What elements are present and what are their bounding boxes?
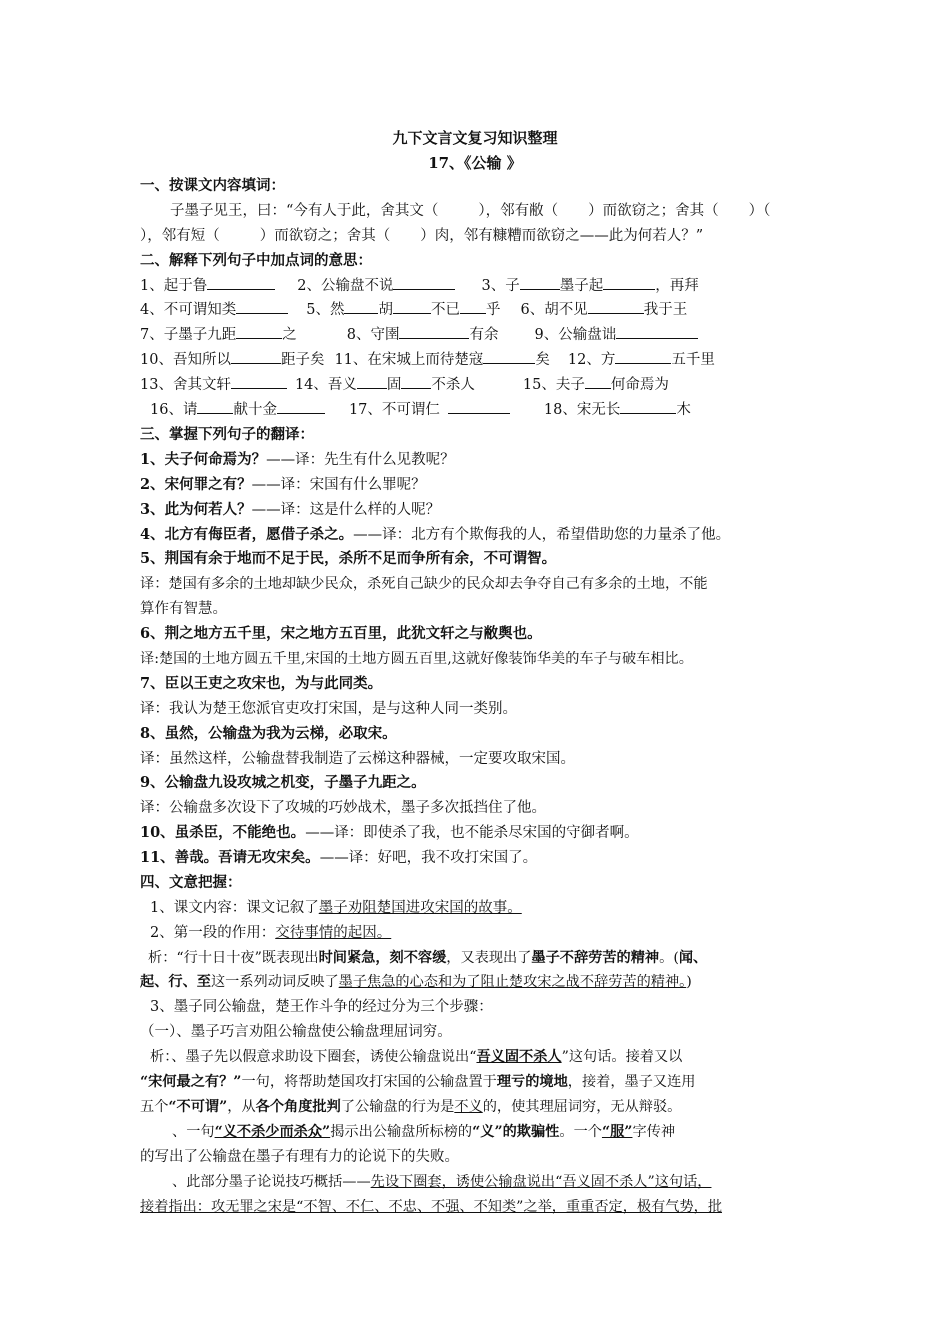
answer-blank[interactable]: [603, 275, 655, 290]
answer-blank[interactable]: [616, 324, 698, 339]
translation-item-9-source: 9、公输盘九设攻城之机变，子墨子九距之。: [140, 774, 426, 791]
answer-blank[interactable]: [231, 374, 287, 389]
translation-item-1: 1、夫子何命焉为？——译：先生有什么见教呢？: [140, 451, 455, 468]
translation-item-4: 4、北方有侮臣者，愿借子杀之。——译：北方有个欺侮我的人，希望借助您的力量杀了他。: [140, 526, 731, 543]
section-1-heading: 一、按课文内容填词：: [140, 177, 285, 194]
translation-item-6-source: 6、荆之地方五千里，宋之地方五百里，此犹文轩之与敝舆也。: [140, 625, 542, 642]
analysis-note-2: 起、行、至这一系列动词反映了墨子焦急的心态和为了阻止楚攻宋之战不辞劳苦的精神。): [140, 974, 692, 990]
vocab-row-5: 13、舍其文轩 14、吾义 固 不杀人 15、夫子 何命焉为: [140, 374, 820, 395]
section-3-heading: 三、掌握下列句子的翻译：: [140, 426, 314, 443]
answer-blank[interactable]: [460, 299, 486, 314]
analysis-step-1-note-4: 、一句“义不杀少而杀众”揭示出公输盘所标榜的“义”的欺骗性。一个“服”字传神: [172, 1124, 676, 1140]
vocab-row-2: 4、不可谓知类 5、然 胡 不已 乎 6、胡不见 我于王: [140, 299, 820, 320]
page-title: 九下文言文复习知识整理: [392, 129, 558, 147]
section-2-heading: 二、解释下列句子中加点词的意思：: [140, 252, 372, 269]
answer-blank[interactable]: [277, 399, 325, 414]
translation-item-9-text: 译：公输盘多次设下了攻城的巧妙战术，墨子多次抵挡住了他。: [140, 800, 546, 816]
analysis-item-2: 2、第一段的作用：交待事情的起因。: [150, 925, 392, 941]
translation-item-5-line-1: 译：楚国有多余的土地却缺少民众，杀死自己缺少的民众却去争夺自己有多余的土地，不能: [140, 576, 708, 592]
answer-blank[interactable]: [344, 299, 378, 314]
section-4-heading: 四、文意把握：: [140, 874, 242, 891]
translation-item-8-source: 8、虽然，公输盘为我为云梯，必取宋。: [140, 725, 397, 742]
answer-blank[interactable]: [231, 349, 281, 364]
answer-blank[interactable]: [357, 374, 387, 389]
vocab-row-1: 1、起于鲁 2、公输盘不说 3、子 墨子起 ，再拜: [140, 275, 820, 296]
answer-blank[interactable]: [393, 275, 455, 290]
answer-blank[interactable]: [585, 374, 611, 389]
fill-passage-line-1: 子墨子见王，曰：“今有人于此，舍其文（ ），邻有敝（ ）而欲窃之；舍其（ ）（: [170, 203, 771, 219]
answer-blank[interactable]: [207, 275, 275, 290]
page-subtitle: 17、《公输 》: [428, 154, 522, 172]
answer-blank[interactable]: [399, 324, 469, 339]
answer-blank[interactable]: [236, 299, 288, 314]
analysis-step-1-note-1: 析：、墨子先以假意求助设下圈套，诱使公输盘说出“吾义固不杀人”这句话。接着又以: [150, 1049, 683, 1065]
vocab-row-4: 10、吾知所以 距子矣 11、在宋城上而待楚寇 矣 12、方 五千里: [140, 349, 820, 370]
answer-blank[interactable]: [197, 399, 233, 414]
translation-item-7-text: 译：我认为楚王您派官吏攻打宋国，是与这种人同一类别。: [140, 701, 517, 717]
translation-item-7-source: 7、臣以王吏之攻宋也，为与此同类。: [140, 675, 383, 692]
analysis-step-1-note-6: 、此部分墨子论说技巧概括——先设下圈套，诱使公输盘说出“吾义固不杀人”这句话，: [172, 1174, 712, 1190]
analysis-step-1-note-2: “宋何最之有？”一句，将帮助楚国攻打宋国的公输盘置于理亏的境地，接着，墨子又连用: [140, 1074, 696, 1090]
analysis-note-1: 析：“行十日十夜”既表现出时间紧急，刻不容缓，又表现出了墨子不辞劳苦的精神。(闻、: [148, 950, 708, 966]
translation-item-6-text: 译:楚国的土地方圆五千里,宋国的土地方圆五百里,这就好像装饰华美的车子与破车相比。: [140, 651, 693, 667]
analysis-step-1-note-5: 的写出了公输盘在墨子有理有力的论说下的失败。: [140, 1149, 459, 1165]
analysis-step-1-note-3: 五个“不可谓”，从各个角度批判了公输盘的行为是不义的，使其理屈词穷，无从辩驳。: [140, 1099, 682, 1115]
translation-item-2: 2、宋何罪之有？——译：宋国有什么罪呢？: [140, 476, 426, 493]
fill-passage-line-2: ），邻有短（ ）而欲窃之；舍其（ ）肉，邻有糠糟而欲窃之——此为何若人？”: [140, 228, 704, 244]
translation-item-11: 11、善哉。吾请无攻宋矣。——译：好吧，我不攻打宋国了。: [140, 849, 538, 866]
analysis-step-1-note-7: 接着指出：攻无罪之宋是“不智、不仁、不忠、不强、不知类”之举，重重否定，极有气势，批: [140, 1199, 723, 1215]
translation-item-5-source: 5、荆国有余于地而不足于民，杀所不足而争所有余，不可谓智。: [140, 550, 557, 567]
vocab-row-3: 7、子墨子九距 之 8、守圉 有余 9、公输盘诎: [140, 324, 820, 345]
analysis-item-1: 1、课文内容：课文记叙了墨子劝阻楚国进攻宋国的故事。: [150, 900, 522, 916]
translation-item-10: 10、虽杀臣，不能绝也。——译：即使杀了我，也不能杀尽宋国的守御者啊。: [140, 824, 639, 841]
answer-blank[interactable]: [615, 349, 671, 364]
analysis-item-3: 3、墨子同公输盘，楚王作斗争的经过分为三个步骤：: [150, 999, 493, 1015]
answer-blank[interactable]: [483, 349, 535, 364]
translation-item-5-line-2: 算作有智慧。: [140, 601, 227, 617]
answer-blank[interactable]: [401, 374, 431, 389]
analysis-step-1: （一）、墨子巧言劝阻公输盘使公输盘理屈词穷。: [140, 1024, 452, 1040]
translation-item-8-text: 译：虽然这样，公输盘替我制造了云梯这种器械，一定要攻取宋国。: [140, 751, 575, 767]
translation-item-3: 3、此为何若人？——译：这是什么样的人呢？: [140, 501, 441, 518]
answer-blank[interactable]: [520, 275, 560, 290]
answer-blank[interactable]: [588, 299, 644, 314]
answer-blank[interactable]: [620, 399, 676, 414]
answer-blank[interactable]: [393, 299, 431, 314]
answer-blank[interactable]: [236, 324, 282, 339]
vocab-row-6: 16、请 献十金 17、不可谓仁 18、宋无长 木: [150, 399, 830, 420]
answer-blank[interactable]: [448, 399, 510, 414]
